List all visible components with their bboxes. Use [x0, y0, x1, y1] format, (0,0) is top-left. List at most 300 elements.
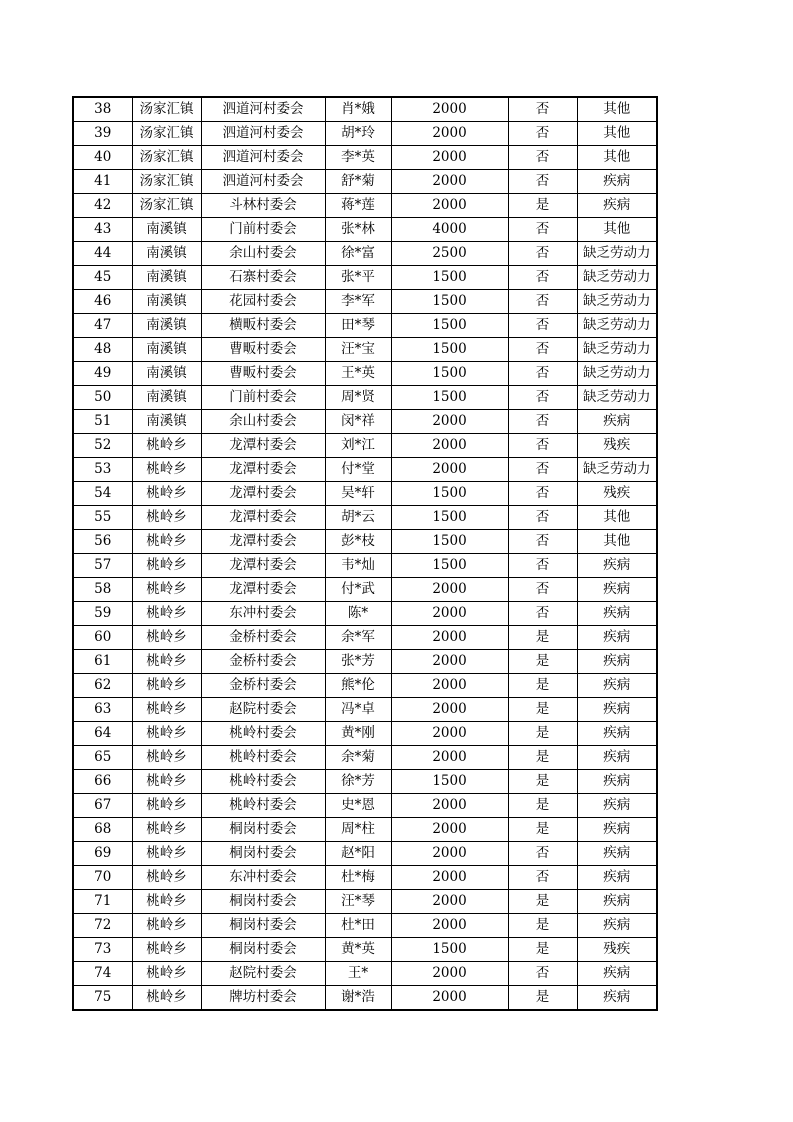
- amount-cell: 2000: [391, 962, 508, 986]
- table-row: [73, 674, 657, 698]
- village-committee-cell: 桃岭村委会: [201, 770, 325, 794]
- town-cell: 桃岭乡: [132, 938, 201, 962]
- town-cell: 南溪镇: [132, 266, 201, 290]
- row-number-cell: 55: [73, 506, 132, 530]
- person-name-cell: 王*英: [325, 362, 391, 386]
- reason-cell: 疾病: [577, 554, 657, 578]
- flag-cell: 否: [508, 242, 577, 266]
- row-number-cell: 53: [73, 458, 132, 482]
- table-row: [73, 938, 657, 962]
- village-committee-cell: 金桥村委会: [201, 626, 325, 650]
- town-cell: 桃岭乡: [132, 818, 201, 842]
- amount-cell: 1500: [391, 290, 508, 314]
- person-name-cell: 肖*娥: [325, 97, 391, 122]
- row-number-cell: 60: [73, 626, 132, 650]
- table-row: [73, 242, 657, 266]
- person-name-cell: 杜*梅: [325, 866, 391, 890]
- table-row: [73, 218, 657, 242]
- data-table: [72, 96, 658, 1011]
- amount-cell: 1500: [391, 938, 508, 962]
- row-number-cell: 41: [73, 170, 132, 194]
- amount-cell: 1500: [391, 506, 508, 530]
- town-cell: 桃岭乡: [132, 722, 201, 746]
- reason-cell: 疾病: [577, 410, 657, 434]
- amount-cell: 2000: [391, 194, 508, 218]
- table-row: [73, 362, 657, 386]
- row-number-cell: 75: [73, 986, 132, 1011]
- amount-cell: 2000: [391, 674, 508, 698]
- table-row: [73, 386, 657, 410]
- table-row: [73, 170, 657, 194]
- reason-cell: 疾病: [577, 674, 657, 698]
- reason-cell: 缺乏劳动力: [577, 314, 657, 338]
- row-number-cell: 65: [73, 746, 132, 770]
- amount-cell: 2000: [391, 794, 508, 818]
- person-name-cell: 吴*轩: [325, 482, 391, 506]
- row-number-cell: 54: [73, 482, 132, 506]
- reason-cell: 缺乏劳动力: [577, 386, 657, 410]
- village-committee-cell: 桃岭村委会: [201, 722, 325, 746]
- town-cell: 桃岭乡: [132, 794, 201, 818]
- row-number-cell: 43: [73, 218, 132, 242]
- row-number-cell: 49: [73, 362, 132, 386]
- flag-cell: 否: [508, 458, 577, 482]
- amount-cell: 2000: [391, 602, 508, 626]
- table-row: [73, 746, 657, 770]
- table-row: [73, 194, 657, 218]
- amount-cell: 1500: [391, 530, 508, 554]
- row-number-cell: 64: [73, 722, 132, 746]
- amount-cell: 2000: [391, 890, 508, 914]
- person-name-cell: 张*林: [325, 218, 391, 242]
- flag-cell: 否: [508, 97, 577, 122]
- flag-cell: 否: [508, 146, 577, 170]
- person-name-cell: 熊*伦: [325, 674, 391, 698]
- town-cell: 南溪镇: [132, 242, 201, 266]
- town-cell: 桃岭乡: [132, 962, 201, 986]
- row-number-cell: 70: [73, 866, 132, 890]
- row-number-cell: 73: [73, 938, 132, 962]
- village-committee-cell: 横畈村委会: [201, 314, 325, 338]
- person-name-cell: 张*平: [325, 266, 391, 290]
- village-committee-cell: 龙潭村委会: [201, 506, 325, 530]
- person-name-cell: 付*堂: [325, 458, 391, 482]
- village-committee-cell: 曹畈村委会: [201, 338, 325, 362]
- town-cell: 汤家汇镇: [132, 194, 201, 218]
- table-body: [73, 97, 657, 1010]
- flag-cell: 否: [508, 506, 577, 530]
- table-row: [73, 698, 657, 722]
- town-cell: 桃岭乡: [132, 986, 201, 1011]
- village-committee-cell: 金桥村委会: [201, 650, 325, 674]
- village-committee-cell: 花园村委会: [201, 290, 325, 314]
- table-row: [73, 338, 657, 362]
- amount-cell: 2000: [391, 410, 508, 434]
- reason-cell: 疾病: [577, 650, 657, 674]
- person-name-cell: 徐*富: [325, 242, 391, 266]
- person-name-cell: 胡*玲: [325, 122, 391, 146]
- town-cell: 桃岭乡: [132, 914, 201, 938]
- table-row: [73, 482, 657, 506]
- person-name-cell: 闵*祥: [325, 410, 391, 434]
- person-name-cell: 王*: [325, 962, 391, 986]
- town-cell: 汤家汇镇: [132, 146, 201, 170]
- village-committee-cell: 金桥村委会: [201, 674, 325, 698]
- village-committee-cell: 余山村委会: [201, 242, 325, 266]
- table-row: [73, 842, 657, 866]
- village-committee-cell: 桃岭村委会: [201, 746, 325, 770]
- row-number-cell: 48: [73, 338, 132, 362]
- reason-cell: 缺乏劳动力: [577, 242, 657, 266]
- amount-cell: 1500: [391, 482, 508, 506]
- table-row: [73, 578, 657, 602]
- amount-cell: 2000: [391, 626, 508, 650]
- person-name-cell: 冯*卓: [325, 698, 391, 722]
- town-cell: 南溪镇: [132, 290, 201, 314]
- flag-cell: 否: [508, 866, 577, 890]
- flag-cell: 否: [508, 218, 577, 242]
- flag-cell: 否: [508, 410, 577, 434]
- row-number-cell: 50: [73, 386, 132, 410]
- table-row: [73, 818, 657, 842]
- amount-cell: 1500: [391, 386, 508, 410]
- town-cell: 桃岭乡: [132, 458, 201, 482]
- flag-cell: 是: [508, 938, 577, 962]
- flag-cell: 否: [508, 122, 577, 146]
- reason-cell: 疾病: [577, 602, 657, 626]
- person-name-cell: 赵*阳: [325, 842, 391, 866]
- flag-cell: 是: [508, 722, 577, 746]
- person-name-cell: 蒋*莲: [325, 194, 391, 218]
- table-row: [73, 314, 657, 338]
- amount-cell: 1500: [391, 770, 508, 794]
- town-cell: 桃岭乡: [132, 746, 201, 770]
- table-row: [73, 626, 657, 650]
- amount-cell: 2000: [391, 818, 508, 842]
- row-number-cell: 38: [73, 97, 132, 122]
- table-row: [73, 602, 657, 626]
- person-name-cell: 韦*灿: [325, 554, 391, 578]
- flag-cell: 否: [508, 266, 577, 290]
- amount-cell: 1500: [391, 554, 508, 578]
- row-number-cell: 61: [73, 650, 132, 674]
- reason-cell: 其他: [577, 146, 657, 170]
- table-row: [73, 410, 657, 434]
- person-name-cell: 黄*刚: [325, 722, 391, 746]
- village-committee-cell: 门前村委会: [201, 218, 325, 242]
- flag-cell: 否: [508, 386, 577, 410]
- flag-cell: 否: [508, 554, 577, 578]
- reason-cell: 疾病: [577, 698, 657, 722]
- row-number-cell: 69: [73, 842, 132, 866]
- flag-cell: 是: [508, 674, 577, 698]
- reason-cell: 疾病: [577, 578, 657, 602]
- reason-cell: 其他: [577, 218, 657, 242]
- reason-cell: 疾病: [577, 866, 657, 890]
- flag-cell: 是: [508, 986, 577, 1011]
- amount-cell: 2000: [391, 434, 508, 458]
- reason-cell: 缺乏劳动力: [577, 266, 657, 290]
- reason-cell: 疾病: [577, 842, 657, 866]
- row-number-cell: 42: [73, 194, 132, 218]
- table-row: [73, 97, 657, 122]
- flag-cell: 否: [508, 314, 577, 338]
- person-name-cell: 周*贤: [325, 386, 391, 410]
- row-number-cell: 39: [73, 122, 132, 146]
- town-cell: 南溪镇: [132, 386, 201, 410]
- town-cell: 桃岭乡: [132, 650, 201, 674]
- town-cell: 桃岭乡: [132, 506, 201, 530]
- village-committee-cell: 泗道河村委会: [201, 170, 325, 194]
- person-name-cell: 彭*枝: [325, 530, 391, 554]
- village-committee-cell: 赵院村委会: [201, 698, 325, 722]
- person-name-cell: 史*恩: [325, 794, 391, 818]
- village-committee-cell: 泗道河村委会: [201, 146, 325, 170]
- table-row: [73, 266, 657, 290]
- reason-cell: 疾病: [577, 914, 657, 938]
- village-committee-cell: 泗道河村委会: [201, 122, 325, 146]
- person-name-cell: 杜*田: [325, 914, 391, 938]
- flag-cell: 是: [508, 194, 577, 218]
- flag-cell: 是: [508, 770, 577, 794]
- table-row: [73, 722, 657, 746]
- reason-cell: 缺乏劳动力: [577, 338, 657, 362]
- row-number-cell: 63: [73, 698, 132, 722]
- person-name-cell: 张*芳: [325, 650, 391, 674]
- town-cell: 桃岭乡: [132, 530, 201, 554]
- amount-cell: 2000: [391, 146, 508, 170]
- person-name-cell: 刘*江: [325, 434, 391, 458]
- village-committee-cell: 桐岗村委会: [201, 842, 325, 866]
- person-name-cell: 舒*菊: [325, 170, 391, 194]
- flag-cell: 否: [508, 170, 577, 194]
- reason-cell: 缺乏劳动力: [577, 362, 657, 386]
- person-name-cell: 谢*浩: [325, 986, 391, 1011]
- town-cell: 桃岭乡: [132, 866, 201, 890]
- reason-cell: 疾病: [577, 962, 657, 986]
- table-row: [73, 962, 657, 986]
- village-committee-cell: 曹畈村委会: [201, 362, 325, 386]
- reason-cell: 疾病: [577, 626, 657, 650]
- reason-cell: 疾病: [577, 722, 657, 746]
- flag-cell: 否: [508, 290, 577, 314]
- town-cell: 桃岭乡: [132, 554, 201, 578]
- flag-cell: 否: [508, 338, 577, 362]
- village-committee-cell: 东冲村委会: [201, 602, 325, 626]
- amount-cell: 1500: [391, 338, 508, 362]
- person-name-cell: 汪*宝: [325, 338, 391, 362]
- village-committee-cell: 门前村委会: [201, 386, 325, 410]
- person-name-cell: 李*军: [325, 290, 391, 314]
- town-cell: 桃岭乡: [132, 890, 201, 914]
- table-row: [73, 554, 657, 578]
- village-committee-cell: 桐岗村委会: [201, 818, 325, 842]
- amount-cell: 2000: [391, 170, 508, 194]
- table-row: [73, 506, 657, 530]
- amount-cell: 2000: [391, 122, 508, 146]
- row-number-cell: 56: [73, 530, 132, 554]
- flag-cell: 是: [508, 818, 577, 842]
- village-committee-cell: 龙潭村委会: [201, 434, 325, 458]
- village-committee-cell: 东冲村委会: [201, 866, 325, 890]
- reason-cell: 残疾: [577, 938, 657, 962]
- row-number-cell: 71: [73, 890, 132, 914]
- amount-cell: 2000: [391, 650, 508, 674]
- amount-cell: 4000: [391, 218, 508, 242]
- flag-cell: 是: [508, 650, 577, 674]
- reason-cell: 疾病: [577, 794, 657, 818]
- village-committee-cell: 龙潭村委会: [201, 458, 325, 482]
- reason-cell: 缺乏劳动力: [577, 458, 657, 482]
- flag-cell: 否: [508, 578, 577, 602]
- row-number-cell: 57: [73, 554, 132, 578]
- amount-cell: 2000: [391, 458, 508, 482]
- village-committee-cell: 牌坊村委会: [201, 986, 325, 1011]
- person-name-cell: 余*军: [325, 626, 391, 650]
- table-row: [73, 434, 657, 458]
- amount-cell: 2500: [391, 242, 508, 266]
- flag-cell: 否: [508, 434, 577, 458]
- town-cell: 南溪镇: [132, 314, 201, 338]
- flag-cell: 否: [508, 482, 577, 506]
- amount-cell: 1500: [391, 314, 508, 338]
- reason-cell: 疾病: [577, 194, 657, 218]
- person-name-cell: 汪*琴: [325, 890, 391, 914]
- reason-cell: 残疾: [577, 482, 657, 506]
- reason-cell: 疾病: [577, 986, 657, 1011]
- village-committee-cell: 石寨村委会: [201, 266, 325, 290]
- row-number-cell: 51: [73, 410, 132, 434]
- town-cell: 桃岭乡: [132, 482, 201, 506]
- flag-cell: 否: [508, 362, 577, 386]
- village-committee-cell: 桃岭村委会: [201, 794, 325, 818]
- town-cell: 汤家汇镇: [132, 97, 201, 122]
- town-cell: 南溪镇: [132, 410, 201, 434]
- person-name-cell: 田*琴: [325, 314, 391, 338]
- amount-cell: 2000: [391, 698, 508, 722]
- person-name-cell: 胡*云: [325, 506, 391, 530]
- amount-cell: 2000: [391, 578, 508, 602]
- table-row: [73, 650, 657, 674]
- row-number-cell: 46: [73, 290, 132, 314]
- row-number-cell: 67: [73, 794, 132, 818]
- village-committee-cell: 龙潭村委会: [201, 578, 325, 602]
- amount-cell: 1500: [391, 266, 508, 290]
- flag-cell: 否: [508, 962, 577, 986]
- reason-cell: 疾病: [577, 170, 657, 194]
- person-name-cell: 周*柱: [325, 818, 391, 842]
- table-row: [73, 122, 657, 146]
- row-number-cell: 59: [73, 602, 132, 626]
- reason-cell: 其他: [577, 122, 657, 146]
- table-row: [73, 794, 657, 818]
- reason-cell: 疾病: [577, 770, 657, 794]
- row-number-cell: 58: [73, 578, 132, 602]
- table-row: [73, 458, 657, 482]
- village-committee-cell: 余山村委会: [201, 410, 325, 434]
- reason-cell: 其他: [577, 97, 657, 122]
- reason-cell: 缺乏劳动力: [577, 290, 657, 314]
- row-number-cell: 45: [73, 266, 132, 290]
- reason-cell: 疾病: [577, 746, 657, 770]
- table-row: [73, 914, 657, 938]
- table-row: [73, 986, 657, 1011]
- row-number-cell: 62: [73, 674, 132, 698]
- flag-cell: 是: [508, 626, 577, 650]
- town-cell: 桃岭乡: [132, 698, 201, 722]
- village-committee-cell: 桐岗村委会: [201, 914, 325, 938]
- row-number-cell: 44: [73, 242, 132, 266]
- village-committee-cell: 斗林村委会: [201, 194, 325, 218]
- flag-cell: 是: [508, 914, 577, 938]
- person-name-cell: 李*英: [325, 146, 391, 170]
- reason-cell: 其他: [577, 506, 657, 530]
- amount-cell: 2000: [391, 722, 508, 746]
- reason-cell: 残疾: [577, 434, 657, 458]
- village-committee-cell: 龙潭村委会: [201, 554, 325, 578]
- village-committee-cell: 龙潭村委会: [201, 482, 325, 506]
- table-row: [73, 530, 657, 554]
- table-row: [73, 770, 657, 794]
- town-cell: 南溪镇: [132, 218, 201, 242]
- flag-cell: 否: [508, 602, 577, 626]
- amount-cell: 2000: [391, 986, 508, 1011]
- person-name-cell: 余*菊: [325, 746, 391, 770]
- person-name-cell: 付*武: [325, 578, 391, 602]
- amount-cell: 2000: [391, 842, 508, 866]
- row-number-cell: 40: [73, 146, 132, 170]
- town-cell: 桃岭乡: [132, 770, 201, 794]
- town-cell: 汤家汇镇: [132, 170, 201, 194]
- amount-cell: 1500: [391, 362, 508, 386]
- town-cell: 汤家汇镇: [132, 122, 201, 146]
- town-cell: 桃岭乡: [132, 626, 201, 650]
- reason-cell: 疾病: [577, 890, 657, 914]
- table-row: [73, 146, 657, 170]
- village-committee-cell: 泗道河村委会: [201, 97, 325, 122]
- amount-cell: 2000: [391, 97, 508, 122]
- row-number-cell: 72: [73, 914, 132, 938]
- village-committee-cell: 桐岗村委会: [201, 890, 325, 914]
- town-cell: 南溪镇: [132, 362, 201, 386]
- town-cell: 桃岭乡: [132, 578, 201, 602]
- table-row: [73, 290, 657, 314]
- town-cell: 桃岭乡: [132, 842, 201, 866]
- table-row: [73, 890, 657, 914]
- row-number-cell: 52: [73, 434, 132, 458]
- flag-cell: 否: [508, 842, 577, 866]
- amount-cell: 2000: [391, 914, 508, 938]
- town-cell: 南溪镇: [132, 338, 201, 362]
- row-number-cell: 68: [73, 818, 132, 842]
- row-number-cell: 66: [73, 770, 132, 794]
- table-row: [73, 866, 657, 890]
- flag-cell: 否: [508, 530, 577, 554]
- village-committee-cell: 赵院村委会: [201, 962, 325, 986]
- row-number-cell: 74: [73, 962, 132, 986]
- flag-cell: 是: [508, 746, 577, 770]
- town-cell: 桃岭乡: [132, 434, 201, 458]
- town-cell: 桃岭乡: [132, 602, 201, 626]
- person-name-cell: 陈*: [325, 602, 391, 626]
- village-committee-cell: 龙潭村委会: [201, 530, 325, 554]
- row-number-cell: 47: [73, 314, 132, 338]
- amount-cell: 2000: [391, 746, 508, 770]
- person-name-cell: 黄*英: [325, 938, 391, 962]
- amount-cell: 2000: [391, 866, 508, 890]
- town-cell: 桃岭乡: [132, 674, 201, 698]
- reason-cell: 疾病: [577, 818, 657, 842]
